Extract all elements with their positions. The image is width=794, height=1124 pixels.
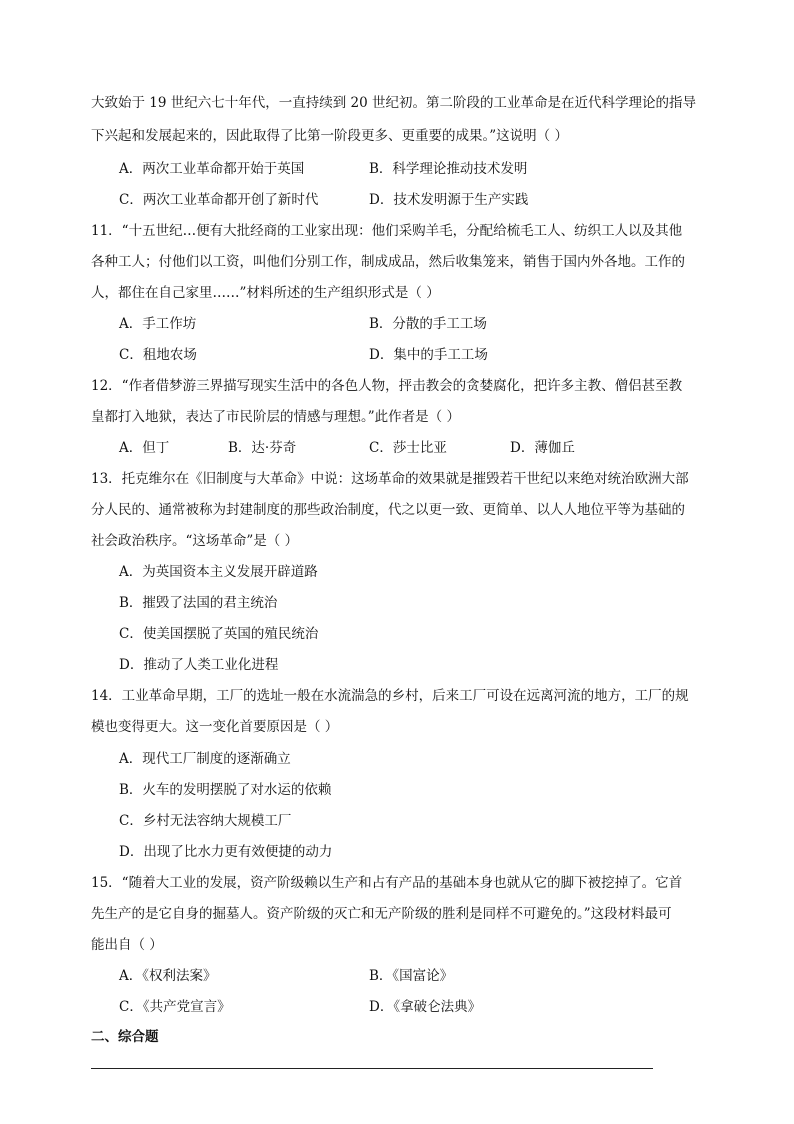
- q12-line-2: 皇都打入地狱，表达了市民阶层的情感与理想。”此作者是（ ）: [91, 409, 460, 425]
- q15-option-b: B．《国富论》: [369, 968, 454, 984]
- q11-line-2: 各种工人；付他们以工资，叫他们分别工作，制成成品，然后收集笼来，销售于国内外各地。工作的: [91, 254, 685, 270]
- q10-option-b: B．科学理论推动技术发明: [369, 161, 528, 177]
- q14-line-2: 模也变得更大。这一变化首要原因是（ ）: [91, 719, 339, 735]
- q10-option-c: C．两次工业革命都开创了新时代: [119, 192, 319, 208]
- q12-line-1: 12．“作者借梦游三界描写现实生活中的各色人物，抨击教会的贪婪腐化，把许多主教、僧侣甚至教: [91, 378, 683, 394]
- q13-option-a: A．为英国资本主义发展开辟道路: [119, 564, 318, 580]
- q12-option-c: C．莎士比亚: [369, 440, 447, 456]
- divider-line: [91, 1068, 653, 1069]
- q10-line-2: 下兴起和发展起来的，因此取得了比第一阶段更多、更重要的成果。”这说明（ ）: [91, 128, 568, 144]
- q13-line-3: 社会政治秩序。“这场革命”是（ ）: [91, 533, 299, 549]
- q15-line-3: 能出自（ ）: [91, 937, 163, 953]
- q11-line-1: 11．“十五世纪…便有大批经商的工业家出现：他们采购羊毛，分配给梳毛工人、纺织工人以及其他: [91, 223, 683, 239]
- q14-option-d: D．出现了比水力更有效便捷的动力: [119, 844, 333, 860]
- q11-option-c: C．租地农场: [119, 347, 197, 363]
- q15-option-a: A．《权利法案》: [119, 968, 217, 984]
- q15-option-c: C．《共产党宣言》: [119, 999, 231, 1015]
- q14-option-a: A．现代工厂制度的逐渐确立: [119, 751, 291, 767]
- q15-option-d: D．《拿破仑法典》: [369, 999, 482, 1015]
- q13-line-2: 分人民的、通常被称为封建制度的那些政治制度，代之以更一致、更简单、以人人地位平等为基础的: [91, 502, 685, 518]
- q10-option-d: D．技术发明源于生产实践: [369, 192, 529, 208]
- q11-option-b: B．分散的手工工场: [369, 316, 487, 332]
- q15-line-1: 15．“随着大工业的发展，资产阶级赖以生产和占有产品的基础本身也就从它的脚下被挖掉了。它首: [91, 875, 683, 891]
- q13-option-b: B．摧毁了法国的君主统治: [119, 595, 278, 611]
- q13-line-1: 13．托克维尔在《旧制度与大革命》中说：这场革命的效果就是摧毁若干世纪以来绝对统治欧洲大部: [91, 471, 689, 487]
- q13-option-d: D．推动了人类工业化进程: [119, 657, 279, 673]
- q15-line-2: 先生产的是它自身的掘墓人。资产阶级的灭亡和无产阶级的胜利是同样不可避免的。”这段材料最可: [91, 906, 672, 922]
- q13-option-c: C．使美国摆脱了英国的殖民统治: [119, 626, 319, 642]
- q14-option-b: B．火车的发明摆脱了对水运的依赖: [119, 782, 332, 798]
- section-title: 二、综合题: [91, 1029, 159, 1045]
- q14-line-1: 14．工业革命早期，工厂的选址一般在水流湍急的乡村，后来工厂可设在远离河流的地方，工厂的规: [91, 688, 689, 704]
- q11-option-d: D．集中的手工工场: [369, 347, 488, 363]
- q12-option-a: A．但丁: [119, 440, 170, 456]
- q14-option-c: C．乡村无法容纳大规模工厂: [119, 813, 292, 829]
- q11-option-a: A．手工作坊: [119, 316, 197, 332]
- q12-option-b: B．达·芬奇: [228, 440, 297, 456]
- q10-option-a: A．两次工业革命都开始于英国: [119, 161, 305, 177]
- q11-line-3: 人，都住在自己家里……”材料所述的生产组织形式是（ ）: [91, 285, 440, 301]
- q12-option-d: D．薄伽丘: [510, 440, 575, 456]
- q10-line-1: 大致始于 19 世纪六七十年代，一直持续到 20 世纪初。第二阶段的工业革命是在近代科学理论的指导: [91, 95, 697, 111]
